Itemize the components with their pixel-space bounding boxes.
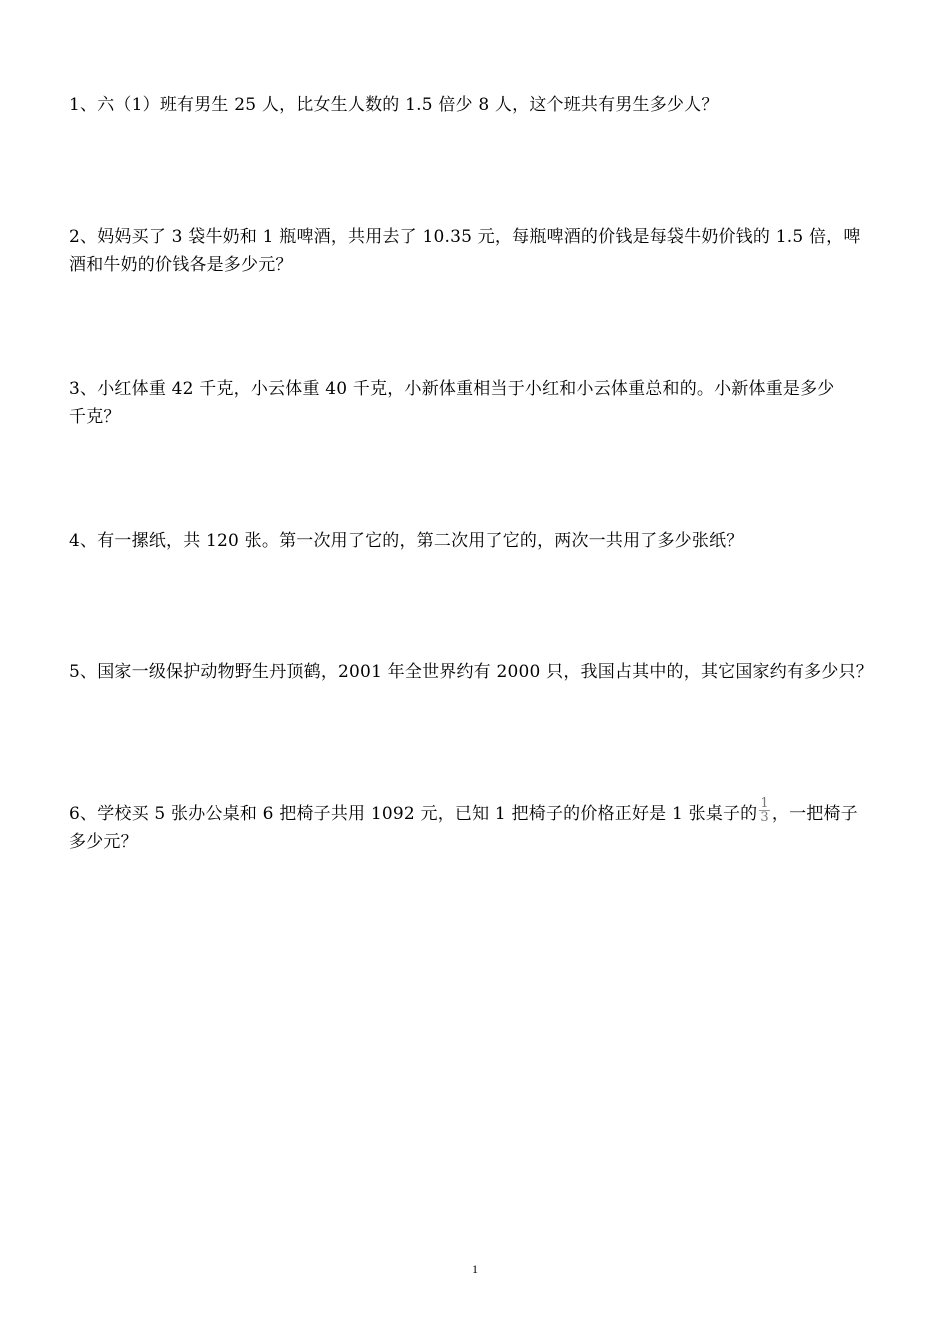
fraction-denominator: 3 (760, 810, 769, 825)
problem-3-line-2: 千克？ (69, 407, 121, 427)
problem-6-line-1 (69, 796, 899, 828)
problem-2 (69, 223, 899, 279)
problem-6-line-2: 多少元？ (69, 832, 138, 852)
page-number: 1 (472, 1262, 478, 1276)
fraction-numerator: 1 (760, 796, 769, 811)
problem-1-line-1: 1、六（1）班有男生 25 人，比女生人数的 1.5 倍少 8 人，这个班共有男生多少人？ (69, 95, 719, 115)
problem-2-line-1: 2、妈妈买了 3 袋牛奶和 1 瓶啤酒，共用去了 10.35 元，每瓶啤酒的价钱是每袋牛奶价钱的 1.5 倍，啤 (69, 227, 861, 247)
fraction-one-third (759, 797, 769, 824)
problem-6-text-before-fraction: 6、学校买 5 张办公桌和 6 把椅子共用 1092 元，已知 1 把椅子的价格正好是 1 张桌子的 (69, 804, 758, 824)
problem-2-line-2: 酒和牛奶的价钱各是多少元？ (69, 255, 293, 275)
problem-6 (69, 796, 899, 856)
problem-5 (69, 658, 899, 686)
problem-3-line-1: 3、小红体重 42 千克，小云体重 40 千克，小新体重相当于小红和小云体重总和的。小新体重是多少 (69, 379, 835, 399)
problem-4-line-1: 4、有一摞纸，共 120 张。第一次用了它的，第二次用了它的，两次一共用了多少张纸？ (69, 531, 744, 551)
problem-6-text-after-fraction: ，一把椅子 (771, 804, 858, 824)
problem-5-line-1: 5、国家一级保护动物野生丹顶鹤，2001 年全世界约有 2000 只，我国占其中的，其它国家约有多少只？ (69, 662, 873, 682)
problem-1 (69, 91, 899, 119)
problem-3 (69, 375, 899, 431)
problem-4 (69, 527, 899, 555)
